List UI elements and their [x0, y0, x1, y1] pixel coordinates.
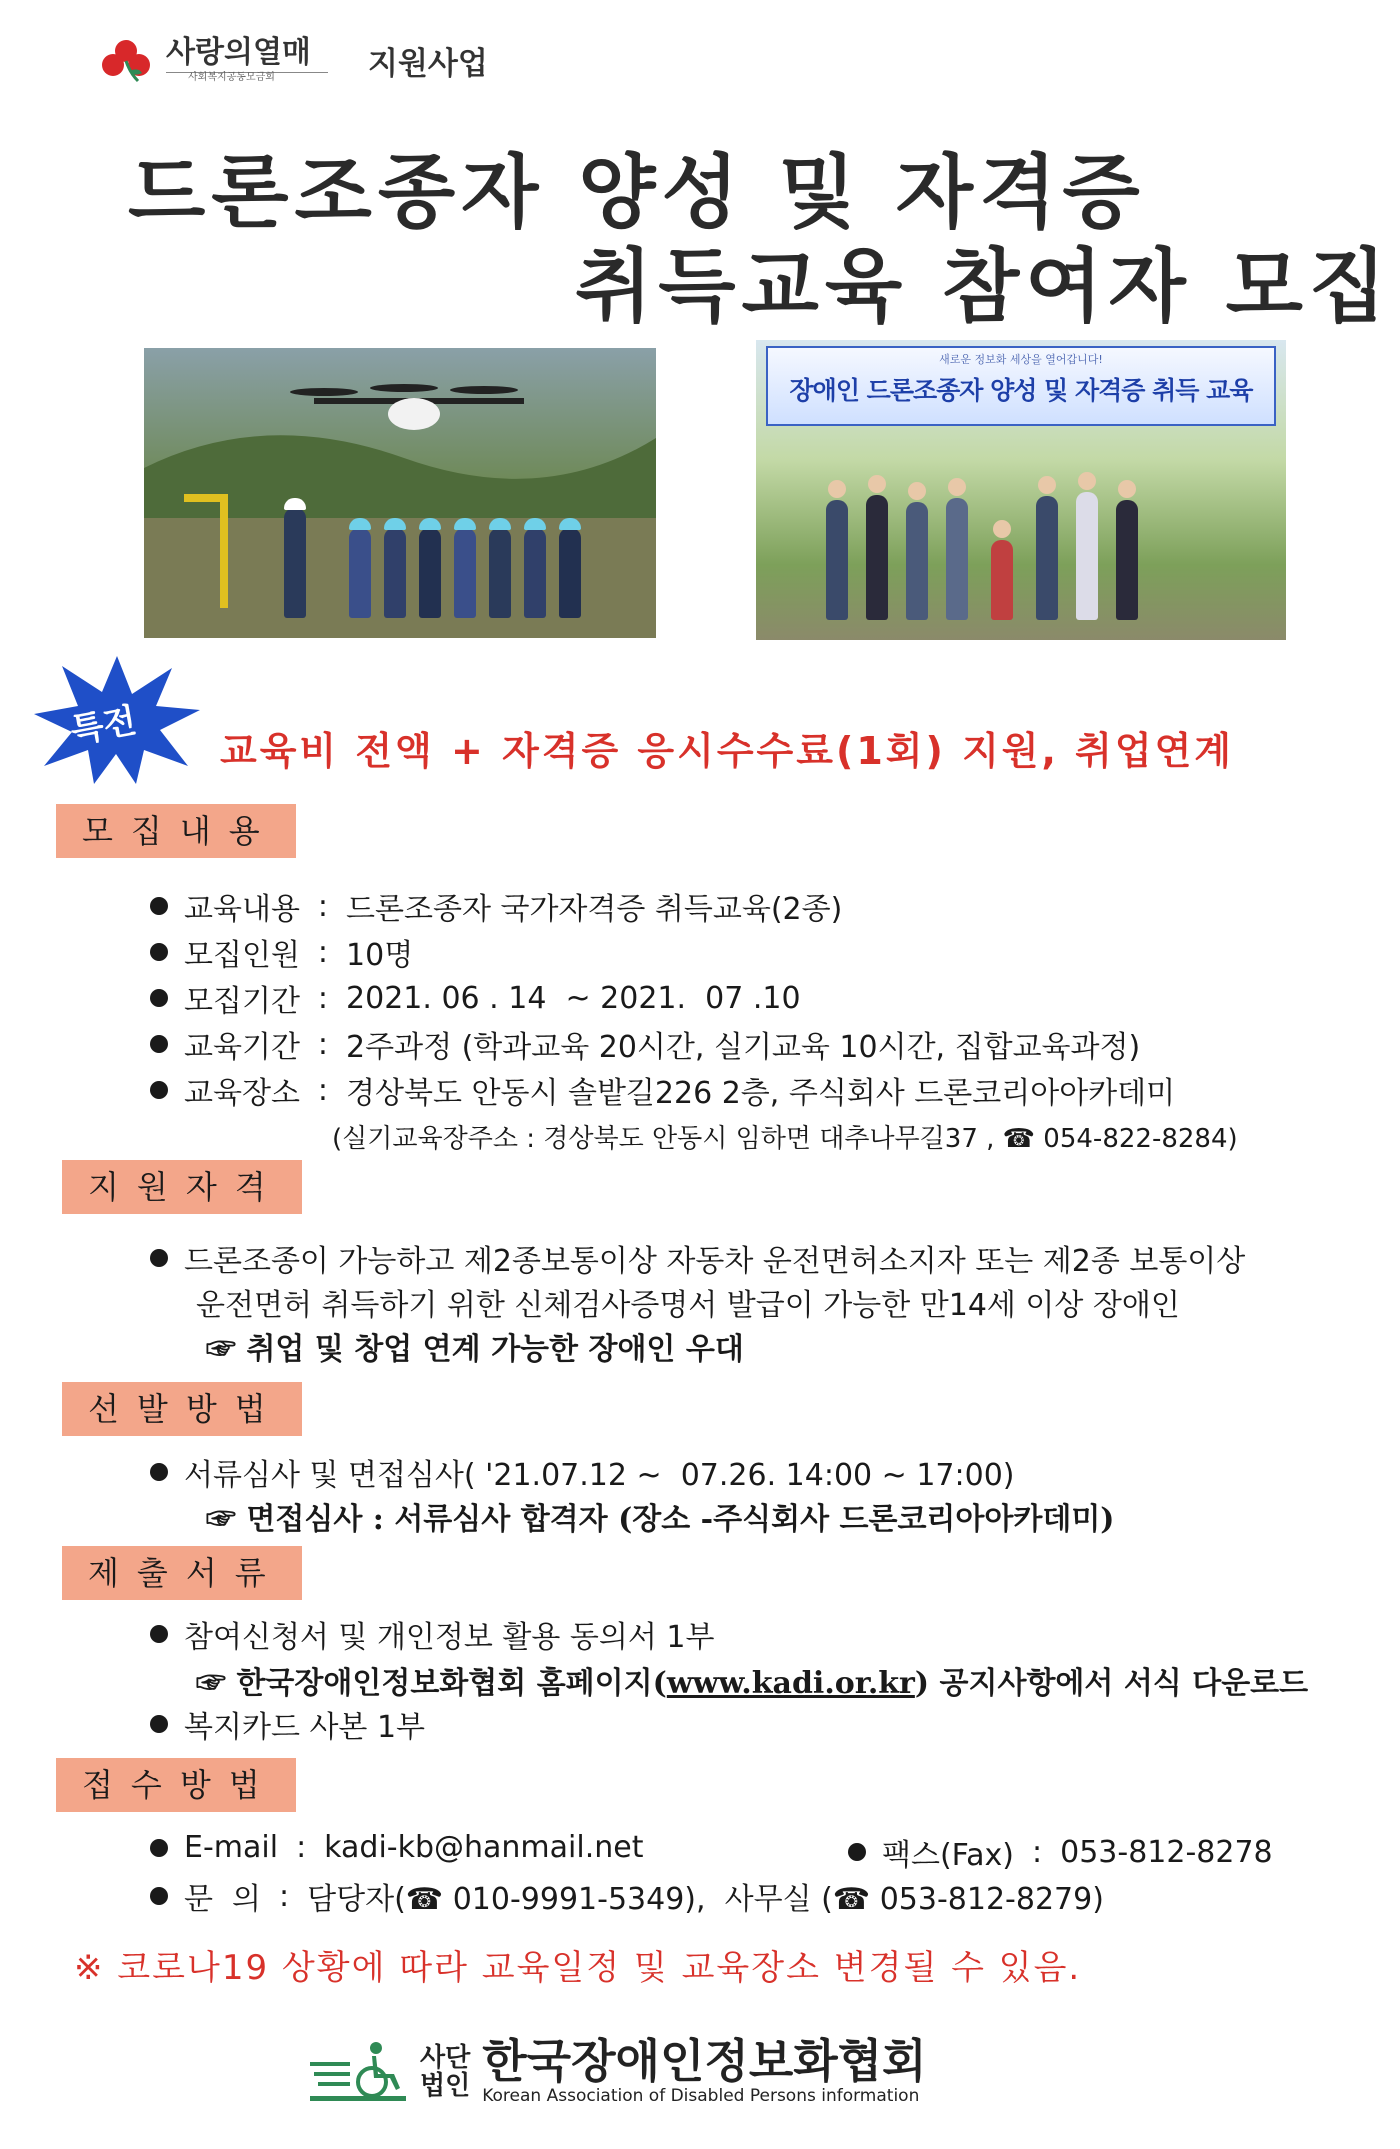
list-item-fax: 팩스(Fax) : 053-812-8278: [848, 1830, 1273, 1874]
list-item-recruit-period: 모집기간 : 2021. 06 . 14 ~ 2021. 07 .10: [150, 976, 801, 1020]
benefit-text: 교육비 전액 + 자격증 응시수수료(1회) 지원, 취업연계: [220, 729, 1234, 773]
list-item-inquiry: 문 의 : 담당자(☎ 010-9991-5349), 사무실 (☎ 053-812-8279): [150, 1874, 1104, 1918]
eligibility-line2: 운전면허 취득하기 위한 신체검사증명서 발급이 가능한 만14세 이상 장애인: [196, 1288, 1180, 1323]
list-item-application-form: 참여신청서 및 개인정보 활용 동의서 1부: [150, 1612, 714, 1656]
list-item-education-period: 교육기간 : 2주과정 (학과교육 20시간, 실기교육 10시간, 집합교육과정): [150, 1022, 1140, 1066]
sponsor-header: [100, 35, 488, 83]
list-item-recruit-count: 모집인원 : 10명: [150, 930, 413, 974]
section-apply-header: 접수방법: [56, 1758, 296, 1812]
footer-corp-line2: 법인: [420, 2071, 471, 2101]
bullet-icon: [848, 1843, 866, 1861]
bullet-icon: [150, 989, 168, 1007]
section-documents-header: 제출서류: [62, 1546, 302, 1600]
photo-banner: [766, 346, 1276, 426]
list-item-education-place: 교육장소 : 경상북도 안동시 솔밭길226 2층, 주식회사 드론코리아아카데미: [150, 1068, 1175, 1112]
section-selection-header: 선발방법: [62, 1382, 302, 1436]
bullet-icon: [150, 1249, 168, 1267]
bullet-icon: [150, 943, 168, 961]
footer-org-en: Korean Association of Disabled Persons information: [482, 2086, 920, 2106]
sponsor-subname: 사회복지공동모금회: [166, 72, 328, 83]
footer-corp-line1: 사단: [420, 2043, 471, 2073]
list-item-email: E-mail : kadi-kb@hanmail.net: [150, 1830, 643, 1865]
list-item-education-content: 교육내용 : 드론조종자 국가자격증 취득교육(2종): [150, 884, 842, 928]
covid-warning: ※ 코로나19 상황에 따라 교육일정 및 교육장소 변경될 수 있음.: [74, 1948, 1082, 1988]
email-address[interactable]: kadi-kb@hanmail.net: [324, 1830, 644, 1865]
photo-banner-main: 장애인 드론조종자 양성 및 자격증 취득 교육: [789, 376, 1253, 405]
photo-group-banner: [756, 340, 1286, 640]
bullet-icon: [150, 1035, 168, 1053]
documents-note: ☞ 한국장애인정보화협회 홈페이지(www.kadi.or.kr) 공지사항에서 서식 다운로드: [196, 1666, 1309, 1701]
footer-org-name: 한국장애인정보화협회: [482, 2034, 927, 2088]
bullet-icon: [150, 1081, 168, 1099]
wheelchair-logo-icon: [310, 2040, 406, 2104]
selection-note: ☞ 면접심사 : 서류심사 합격자 (장소 -주식회사 드론코리아아카데미): [206, 1502, 1115, 1537]
footer-organization: [310, 2034, 927, 2106]
section-eligibility-header: 지원자격: [62, 1160, 302, 1214]
bullet-icon: [150, 1625, 168, 1643]
sponsor-name: 사랑의열매: [166, 35, 311, 70]
kadi-website-link[interactable]: www.kadi.or.kr: [666, 1666, 915, 1701]
bullet-icon: [150, 1715, 168, 1733]
page-title-line2: 취득교육 참여자 모집: [575, 240, 1393, 333]
page-title-line1: 드론조종자 양성 및 자격증: [128, 146, 1146, 239]
section-recruit-header: 모집내용: [56, 804, 296, 858]
list-item-eligibility: 드론조종이 가능하고 제2종보통이상 자동차 운전면허소지자 또는 제2종 보통이상: [150, 1236, 1245, 1280]
support-label: 지원사업: [368, 46, 488, 82]
bullet-icon: [150, 1839, 168, 1857]
practice-address-note: (실기교육장주소 : 경상북도 안동시 임하면 대추나무길37 , ☎ 054-822-8284): [332, 1124, 1238, 1154]
photo-banner-sub: 새로운 정보화 세상을 열어갑니다!: [939, 353, 1103, 366]
photo-drone-training: [144, 348, 656, 638]
list-item-selection: 서류심사 및 면접심사( '21.07.12 ~ 07.26. 14:00 ~ 17:00): [150, 1450, 1015, 1494]
sponsor-logo-icon: [100, 39, 152, 83]
list-item-welfare-card: 복지카드 사본 1부: [150, 1702, 425, 1746]
bullet-icon: [150, 1887, 168, 1905]
eligibility-note: ☞ 취업 및 창업 연계 가능한 장애인 우대: [206, 1332, 744, 1367]
bullet-icon: [150, 897, 168, 915]
bullet-icon: [150, 1463, 168, 1481]
benefit-badge-text: 특전: [67, 700, 140, 752]
